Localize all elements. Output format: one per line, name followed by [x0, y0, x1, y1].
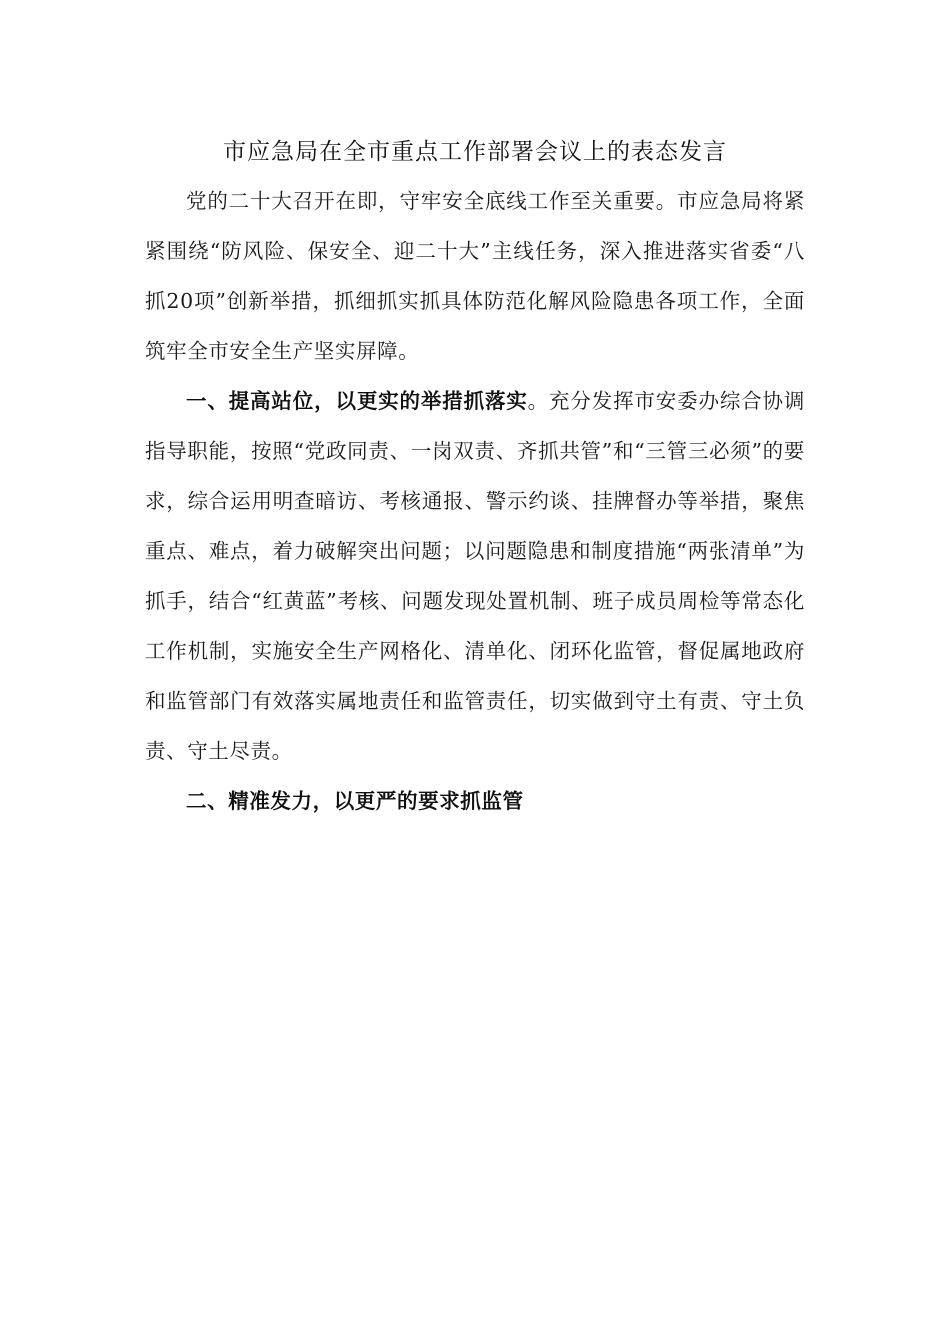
document-title: 市应急局在全市重点工作部署会议上的表态发言	[223, 139, 727, 165]
paragraph-text: 党的二十大召开在即，守牢安全底线工作至关重要。市应急局将紧紧围绕“防风险、保安全、迎二十大”主线任务，深入推进落实省委“八抓20项”创新举措，抓细抓实抓具体防范化解风险隐患各项工作，全面筑牢全市安全生产坚实屏障。	[145, 189, 805, 363]
paragraph-section-2	[145, 776, 805, 826]
paragraph-text: 。充分发挥市安委办综合协调指导职能，按照“党政同责、一岗双责、齐抓共管”和“三管三必须”的要求，综合运用明查暗访、考核通报、警示约谈、挂牌督办等举措，聚焦重点、难点，着力破解突出问题；以问题隐患和制度措施“两张清单”为抓手，结合“红黄蓝”考核、问题发现处置机制、班子成员周检等常态化工作机制，实施安全生产网格化、清单化、闭环化监管，督促属地政府和监管部门有效落实属地责任和监管责任，切实做到守土有责、守土负责、守土尽责。	[145, 389, 805, 763]
section-heading: 二、精准发力，以更严的要求抓监管	[186, 789, 524, 813]
paragraph-section-1	[145, 376, 805, 776]
paragraph-intro	[145, 176, 805, 376]
section-heading: 一、提高站位，以更实的举措抓落实	[186, 389, 528, 413]
